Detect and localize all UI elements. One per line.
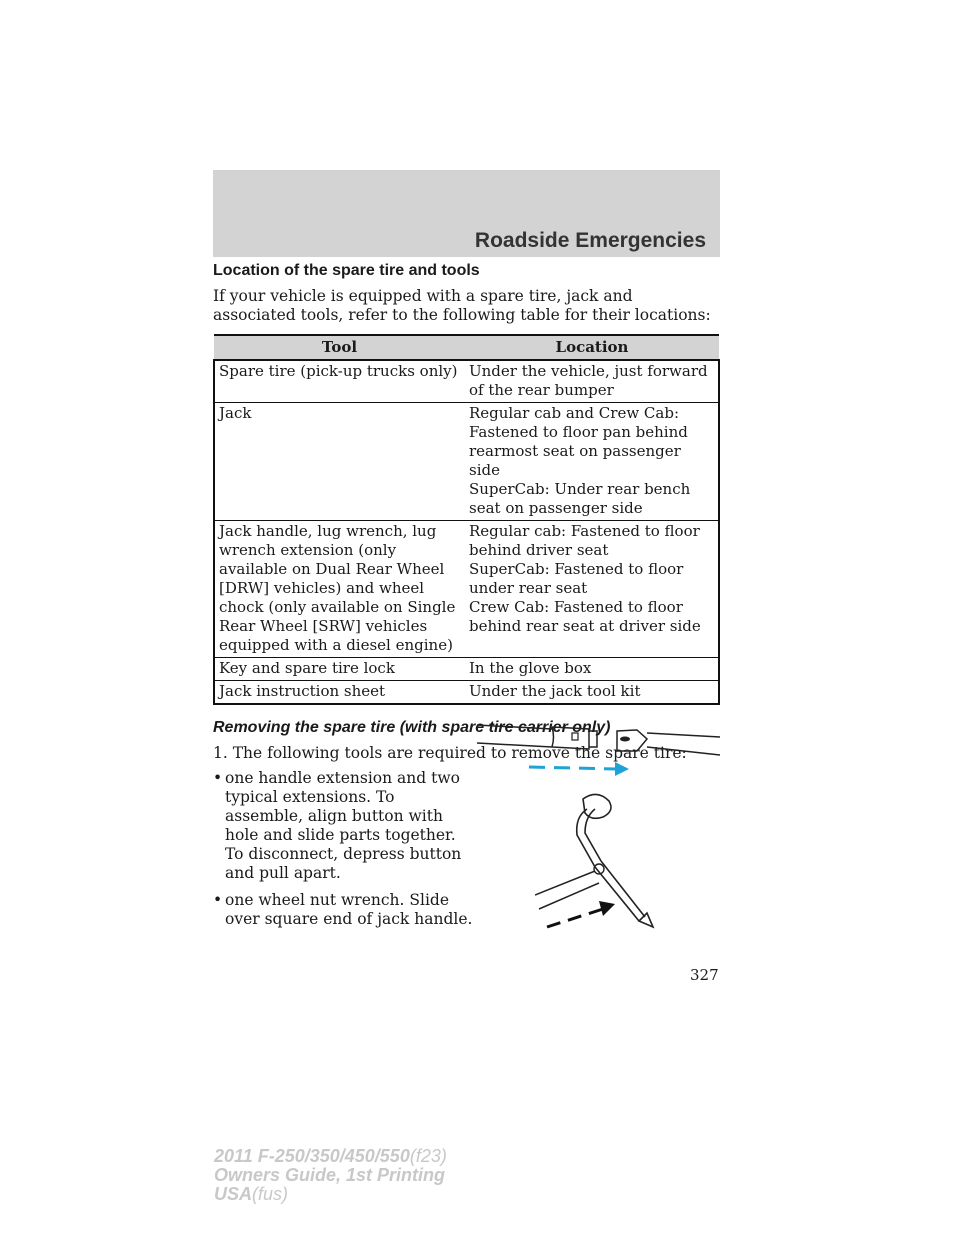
tools-location-table — [213, 334, 720, 705]
cell-text: Crew Cab: Fastened to floor behind rear seat at driver side — [469, 598, 701, 635]
page-number: 327 — [690, 966, 719, 984]
cell-text: Under the vehicle, just forward of the rear bumper — [469, 362, 708, 399]
cell-text: Jack — [219, 404, 252, 422]
section-title: Location of the spare tire and tools — [213, 262, 480, 279]
tool-cell — [214, 658, 465, 681]
document-footer — [214, 1147, 447, 1204]
column-header-location: Location — [465, 335, 719, 360]
table-row — [214, 403, 719, 521]
footer-line-2: Owners Guide, 1st Printing — [214, 1165, 446, 1185]
extension-rods — [477, 725, 720, 755]
section-header-title: Roadside Emergencies — [474, 229, 706, 252]
section-header-bar — [213, 170, 720, 257]
list-item — [213, 891, 473, 929]
table-row — [214, 521, 719, 658]
table-row — [214, 360, 719, 403]
tool-cell — [214, 521, 465, 658]
wrench-body — [577, 794, 653, 927]
table-row — [214, 681, 719, 705]
location-cell — [465, 403, 719, 521]
cell-text: Spare tire (pick-up trucks only) — [219, 362, 458, 380]
removing-spare-title: Removing the spare tire (with spare tire carrier only) — [213, 719, 611, 736]
cell-text: Key and spare tire lock — [219, 659, 395, 677]
table-body — [214, 360, 719, 704]
slide-arrow-head — [599, 901, 615, 916]
location-cell — [465, 521, 719, 658]
footer-line-1 — [214, 1147, 447, 1166]
location-cell — [465, 360, 719, 403]
table-row — [214, 658, 719, 681]
handle-extension-illustration — [477, 717, 722, 779]
cell-text: Under the jack tool kit — [469, 682, 641, 700]
table-header-row — [214, 335, 719, 360]
footer-model-code: (f23) — [409, 1146, 447, 1166]
footer-market-code: (fus) — [252, 1184, 289, 1204]
location-cell — [465, 681, 719, 705]
column-header-tool: Tool — [214, 335, 465, 360]
extension-socket-square — [572, 733, 578, 740]
bullet-mark: • — [213, 769, 223, 787]
assembly-arrow-dashes — [529, 767, 617, 769]
jack-handle-rod — [535, 871, 599, 909]
wheel-nut-wrench-illustration — [535, 787, 665, 929]
intro-paragraph: If your vehicle is equipped with a spare tire, jack and associated tools, refer to the following table for their locations: — [213, 287, 711, 324]
cell-text: Jack instruction sheet — [219, 682, 386, 700]
tool-cell — [214, 360, 465, 403]
cell-text: Jack handle, lug wrench, lug wrench extension (only available on Dual Rear Wheel [DRW] vehicles) and wheel chock (only available on Single Rear Wheel [SRW] vehicles equipped with a diesel engine) — [219, 522, 456, 654]
cell-text: SuperCab: Under rear bench seat on passenger side — [469, 480, 691, 517]
footer-model: 2011 F-250/350/450/550 — [214, 1146, 410, 1166]
list-item-text: one handle extension and two typical extensions. To assemble, align button with hole and slide parts together. To disconnect, depress button and pull apart. — [225, 769, 462, 882]
footer-market: USA — [214, 1184, 253, 1204]
cell-text: In the glove box — [469, 659, 592, 677]
cell-text: Regular cab: Fastened to floor behind driver seat — [469, 522, 700, 559]
tool-cell — [214, 403, 465, 521]
list-item-text: one wheel nut wrench. Slide over square end of jack handle. — [225, 891, 473, 928]
list-item — [213, 769, 473, 883]
slide-arrow-dashes — [547, 909, 603, 927]
extension-button — [620, 737, 630, 742]
cell-text: Regular cab and Crew Cab: Fastened to floor pan behind rearmost seat on passenger side — [469, 404, 688, 479]
footer-line-3 — [214, 1185, 447, 1204]
tools-required-list — [213, 769, 473, 929]
tool-cell — [214, 681, 465, 705]
cell-text: SuperCab: Fastened to floor under rear seat — [469, 560, 684, 597]
step-1-text: 1. The following tools are required to remove the spare tire: — [213, 744, 687, 762]
location-cell — [465, 658, 719, 681]
assembly-arrow-head — [615, 762, 629, 776]
bullet-mark: • — [213, 891, 223, 909]
